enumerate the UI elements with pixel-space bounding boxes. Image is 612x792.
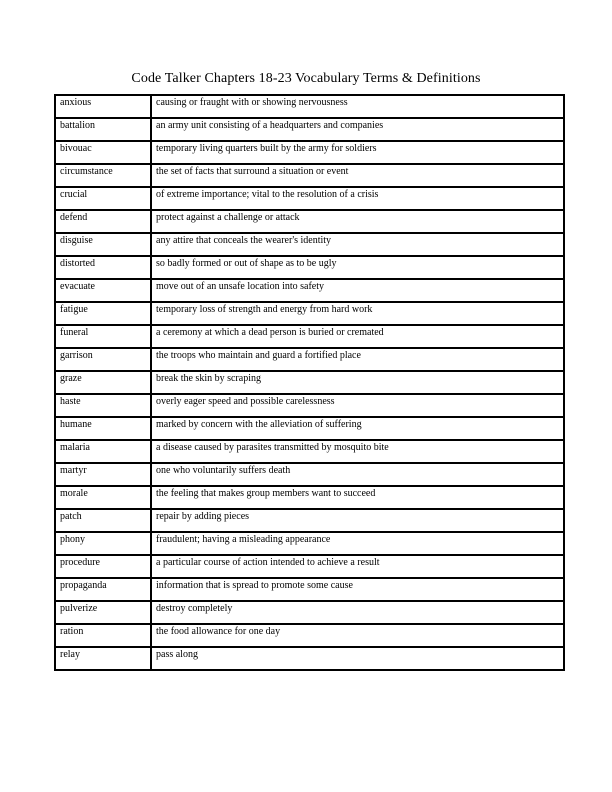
table-row xyxy=(56,349,563,372)
vocab-term-cell xyxy=(56,602,152,625)
table-row xyxy=(56,418,563,441)
vocab-definition: the set of facts that surround a situation or event xyxy=(156,165,349,177)
vocab-definition: protect against a challenge or attack xyxy=(156,211,300,223)
vocab-definition-cell xyxy=(152,280,563,303)
vocab-definition-cell xyxy=(152,510,563,533)
vocab-definition-cell xyxy=(152,303,563,326)
vocab-definition: repair by adding pieces xyxy=(156,510,250,522)
vocab-term-cell xyxy=(56,533,152,556)
vocab-term-cell xyxy=(56,280,152,303)
vocab-term: circumstance xyxy=(60,165,113,177)
table-row xyxy=(56,372,563,395)
vocab-term: morale xyxy=(60,487,88,499)
vocab-term-cell xyxy=(56,579,152,602)
vocab-definition-cell xyxy=(152,625,563,648)
table-row xyxy=(56,464,563,487)
vocab-definition: temporary loss of strength and energy from hard work xyxy=(156,303,373,315)
table-row xyxy=(56,303,563,326)
table-row xyxy=(56,280,563,303)
vocab-term-cell xyxy=(56,441,152,464)
vocab-definition: information that is spread to promote some cause xyxy=(156,579,353,591)
table-row xyxy=(56,142,563,165)
vocab-definition-cell xyxy=(152,211,563,234)
vocab-term: battalion xyxy=(60,119,95,131)
vocab-term: fatigue xyxy=(60,303,88,315)
table-row xyxy=(56,257,563,280)
vocab-definition-cell xyxy=(152,372,563,395)
table-row xyxy=(56,441,563,464)
vocab-definition-cell xyxy=(152,119,563,142)
table-row xyxy=(56,556,563,579)
vocab-term: haste xyxy=(60,395,81,407)
vocab-term-cell xyxy=(56,303,152,326)
vocabulary-table xyxy=(54,94,565,671)
table-row xyxy=(56,510,563,533)
vocabulary-table-body xyxy=(56,96,563,669)
vocab-definition: one who voluntarily suffers death xyxy=(156,464,291,476)
vocab-term: phony xyxy=(60,533,85,545)
vocab-definition-cell xyxy=(152,188,563,211)
vocab-term-cell xyxy=(56,556,152,579)
vocab-term: graze xyxy=(60,372,82,384)
vocab-term: martyr xyxy=(60,464,87,476)
vocab-term: disguise xyxy=(60,234,93,246)
vocab-definition-cell xyxy=(152,257,563,280)
vocab-term: anxious xyxy=(60,96,92,108)
table-row xyxy=(56,625,563,648)
vocab-term-cell xyxy=(56,211,152,234)
table-row xyxy=(56,648,563,669)
vocab-definition: the feeling that makes group members want to succeed xyxy=(156,487,376,499)
vocab-definition: a ceremony at which a dead person is buried or cremated xyxy=(156,326,384,338)
vocab-definition-cell xyxy=(152,602,563,625)
table-row xyxy=(56,395,563,418)
table-row xyxy=(56,487,563,510)
vocab-definition: of extreme importance; vital to the resolution of a crisis xyxy=(156,188,379,200)
vocab-definition: overly eager speed and possible carelessness xyxy=(156,395,335,407)
vocab-term: malaria xyxy=(60,441,90,453)
vocab-term-cell xyxy=(56,464,152,487)
vocab-definition: destroy completely xyxy=(156,602,233,614)
vocab-term-cell xyxy=(56,372,152,395)
vocab-term-cell xyxy=(56,142,152,165)
table-row xyxy=(56,326,563,349)
vocab-term-cell xyxy=(56,119,152,142)
vocab-definition-cell xyxy=(152,395,563,418)
table-row xyxy=(56,579,563,602)
vocab-term: patch xyxy=(60,510,82,522)
vocab-term-cell xyxy=(56,349,152,372)
vocab-definition-cell xyxy=(152,165,563,188)
vocab-term: humane xyxy=(60,418,92,430)
vocab-definition-cell xyxy=(152,234,563,257)
vocab-term-cell xyxy=(56,418,152,441)
vocab-term: propaganda xyxy=(60,579,107,591)
vocab-term: defend xyxy=(60,211,88,223)
vocab-term-cell xyxy=(56,395,152,418)
vocab-definition: the troops who maintain and guard a fortified place xyxy=(156,349,361,361)
table-row xyxy=(56,119,563,142)
table-row xyxy=(56,602,563,625)
vocab-definition-cell xyxy=(152,533,563,556)
vocab-term-cell xyxy=(56,96,152,119)
vocab-term-cell xyxy=(56,648,152,669)
vocab-definition: temporary living quarters built by the army for soldiers xyxy=(156,142,377,154)
vocab-term: evacuate xyxy=(60,280,95,292)
table-row xyxy=(56,533,563,556)
vocab-term-cell xyxy=(56,625,152,648)
table-row xyxy=(56,96,563,119)
vocab-term: procedure xyxy=(60,556,100,568)
vocab-definition-cell xyxy=(152,556,563,579)
vocab-term: ration xyxy=(60,625,84,637)
vocab-definition: move out of an unsafe location into safety xyxy=(156,280,325,292)
vocab-term: crucial xyxy=(60,188,88,200)
vocab-term-cell xyxy=(56,326,152,349)
vocab-term-cell xyxy=(56,487,152,510)
vocab-definition: pass along xyxy=(156,648,198,660)
vocab-definition: an army unit consisting of a headquarters and companies xyxy=(156,119,384,131)
vocab-definition: marked by concern with the alleviation of suffering xyxy=(156,418,362,430)
vocab-definition-cell xyxy=(152,441,563,464)
vocab-term: distorted xyxy=(60,257,95,269)
vocab-definition-cell xyxy=(152,96,563,119)
page-title: Code Talker Chapters 18-23 Vocabulary Terms & Definitions xyxy=(131,71,481,86)
vocab-definition: a disease caused by parasites transmitted by mosquito bite xyxy=(156,441,389,453)
vocab-term-cell xyxy=(56,188,152,211)
vocab-definition-cell xyxy=(152,648,563,669)
table-row xyxy=(56,165,563,188)
vocab-definition: the food allowance for one day xyxy=(156,625,281,637)
vocab-term-cell xyxy=(56,234,152,257)
vocab-definition: so badly formed or out of shape as to be ugly xyxy=(156,257,337,269)
vocab-term-cell xyxy=(56,510,152,533)
vocab-definition-cell xyxy=(152,487,563,510)
table-row xyxy=(56,188,563,211)
vocab-definition-cell xyxy=(152,326,563,349)
vocab-definition: break the skin by scraping xyxy=(156,372,261,384)
vocab-term: relay xyxy=(60,648,80,660)
table-row xyxy=(56,211,563,234)
vocab-term: garrison xyxy=(60,349,93,361)
vocab-term: pulverize xyxy=(60,602,98,614)
vocab-definition-cell xyxy=(152,142,563,165)
vocab-definition-cell xyxy=(152,418,563,441)
vocab-term-cell xyxy=(56,165,152,188)
vocab-definition: causing or fraught with or showing nervousness xyxy=(156,96,348,108)
vocab-definition: any attire that conceals the wearer's identity xyxy=(156,234,332,246)
table-row xyxy=(56,234,563,257)
vocab-term-cell xyxy=(56,257,152,280)
vocab-definition-cell xyxy=(152,349,563,372)
vocab-definition-cell xyxy=(152,579,563,602)
vocab-definition: fraudulent; having a misleading appearance xyxy=(156,533,331,545)
vocab-term: bivouac xyxy=(60,142,92,154)
vocab-definition-cell xyxy=(152,464,563,487)
vocab-term: funeral xyxy=(60,326,89,338)
vocab-definition: a particular course of action intended to achieve a result xyxy=(156,556,380,568)
